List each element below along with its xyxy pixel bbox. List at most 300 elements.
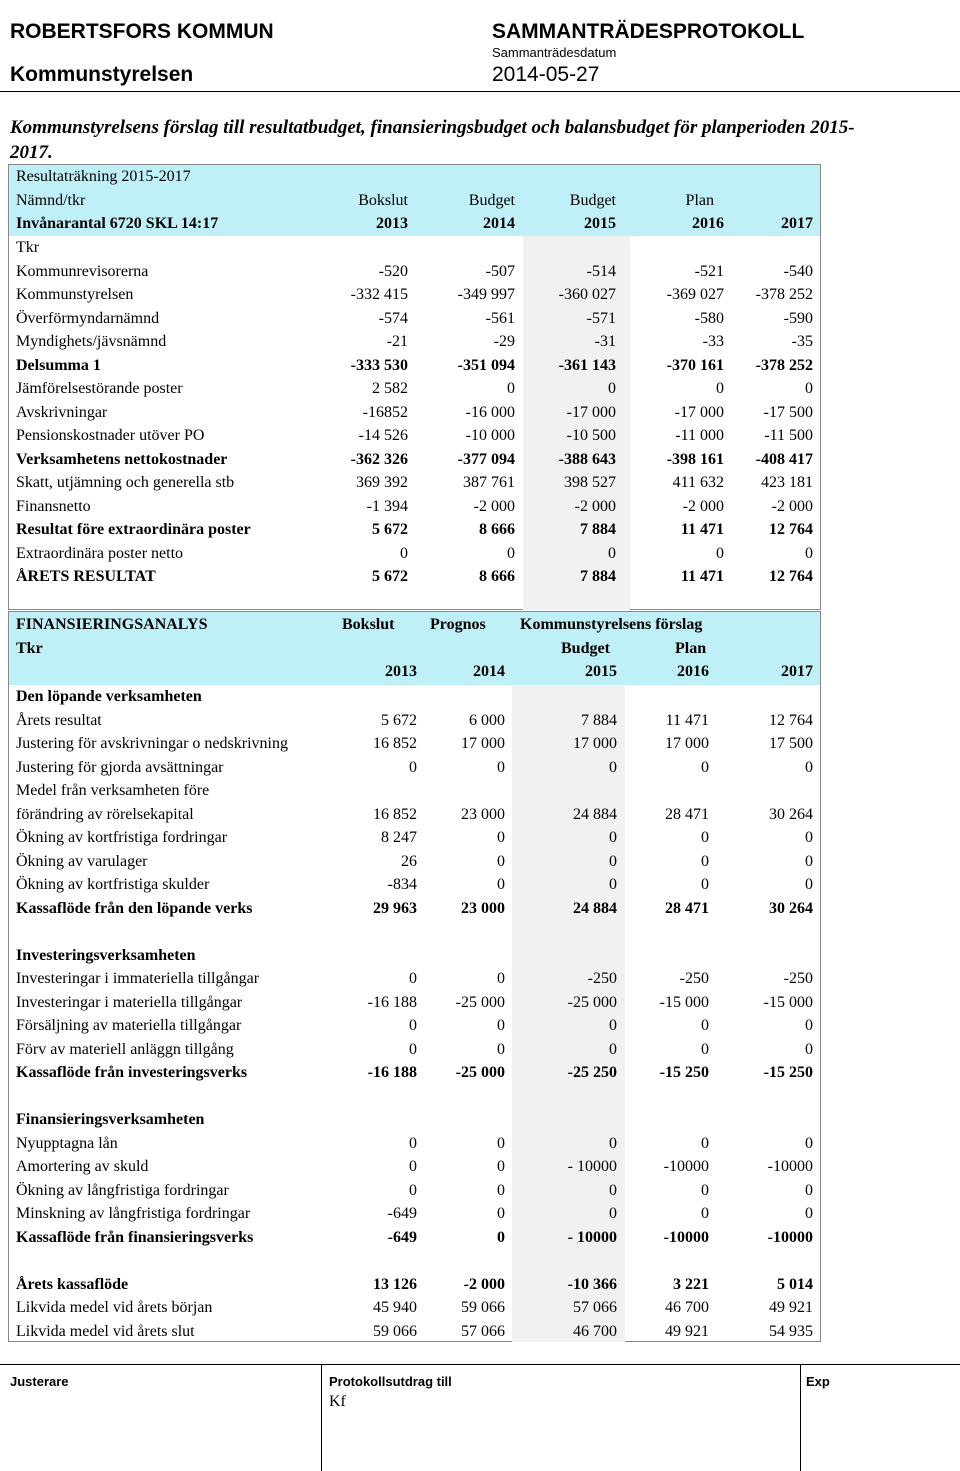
value-cell: -16 188 (367, 993, 417, 1011)
value-cell: 0 (497, 1017, 505, 1034)
value-cell: 49 921 (769, 1299, 813, 1316)
value-cell: -10000 (767, 1228, 813, 1246)
value-cell: -580 (694, 309, 724, 327)
row-label: förändring av rörelsekapital (16, 805, 194, 823)
value-cell: 0 (805, 852, 813, 870)
value-cell: 0 (701, 876, 709, 893)
finans-row (9, 709, 820, 733)
row-label: Överförmyndarnämnd (16, 309, 160, 327)
value-cell: -2 000 (473, 497, 515, 515)
row-label: Kommunrevisorerna (16, 262, 149, 280)
value-cell: 0 (805, 1017, 813, 1034)
row-label: Kassaflöde från den löpande verks (16, 899, 253, 917)
finans-row (9, 1014, 820, 1038)
value-cell: 0 (608, 380, 616, 397)
value-cell: -25 250 (567, 1064, 617, 1081)
value-cell: 46 700 (573, 1322, 617, 1340)
value-cell: 0 (497, 1158, 505, 1175)
value-cell: 0 (805, 380, 813, 397)
value-cell: 49 921 (665, 1322, 709, 1340)
row-label: Pensionskostnader utöver PO (16, 427, 205, 444)
value-cell: -362 326 (350, 450, 408, 468)
finans-row (9, 1038, 820, 1062)
value-cell: 24 884 (573, 805, 617, 823)
value-cell: 0 (805, 758, 813, 776)
value-cell: -649 (387, 1205, 417, 1222)
value-cell: 24 884 (573, 899, 617, 917)
value-cell: -520 (378, 262, 408, 280)
value-cell: 0 (608, 544, 616, 562)
finans-row (9, 920, 820, 944)
year-cell: 2017 (781, 215, 813, 232)
value-cell: -35 (791, 333, 813, 350)
value-cell: -15 000 (763, 993, 813, 1011)
value-cell: 17 500 (769, 735, 813, 752)
value-cell: 0 (701, 1205, 709, 1222)
value-cell: 387 761 (463, 474, 515, 491)
value-cell: 0 (409, 758, 417, 776)
row-label: Jämförelsestörande poster (16, 380, 183, 397)
value-cell: -2 000 (682, 497, 724, 515)
value-cell: 423 181 (761, 474, 813, 491)
value-cell: 17 000 (573, 735, 617, 752)
finans-row (9, 1226, 820, 1250)
value-cell: 0 (409, 1158, 417, 1175)
finans-row (9, 1085, 820, 1109)
resultat-row (9, 377, 820, 401)
resultat-row (9, 260, 820, 284)
value-cell: -10 366 (567, 1275, 617, 1293)
value-cell: -15 000 (659, 993, 709, 1011)
value-cell: 0 (805, 1040, 813, 1058)
value-cell: -649 (387, 1228, 417, 1246)
value-cell: -11 500 (764, 427, 813, 444)
body-name: Kommunstyrelsen (10, 63, 194, 86)
row-label: Medel från verksamheten före (16, 782, 210, 799)
row-label: Försäljning av materiella tillgångar (16, 1017, 242, 1034)
value-cell: 8 666 (479, 568, 515, 585)
value-cell: -11 000 (675, 427, 724, 444)
value-cell: 16 852 (373, 735, 417, 752)
row-label: ÅRETS RESULTAT (16, 568, 156, 585)
value-cell: 2 582 (372, 380, 408, 397)
finans-row (9, 1132, 820, 1156)
finans-row (9, 826, 820, 850)
resultat-table (8, 164, 821, 610)
page-title: Kommunstyrelsens förslag till resultatbudget, finansieringsbudget och balansbudget för planperioden 2015-2017. (10, 117, 855, 163)
value-cell: 0 (507, 544, 515, 562)
value-cell: -17 000 (566, 403, 616, 421)
value-cell: -16 188 (367, 1064, 417, 1081)
value-cell: 398 527 (564, 474, 616, 491)
value-cell: -250 (679, 970, 709, 987)
row-label: Verksamhetens nettokostnader (16, 450, 228, 468)
colhead-label: Tkr (16, 639, 43, 657)
value-cell: 28 471 (665, 899, 709, 917)
value-cell: -333 530 (350, 356, 408, 374)
colhead-cell: Bokslut (342, 616, 395, 633)
value-cell: 0 (507, 380, 515, 397)
value-cell: 0 (609, 1205, 617, 1222)
value-cell: 23 000 (461, 899, 505, 917)
value-cell: 16 852 (373, 805, 417, 823)
row-label: Justering för avskrivningar o nedskrivning (16, 735, 288, 752)
value-cell: 0 (609, 829, 617, 846)
value-cell: -2 000 (771, 497, 813, 515)
value-cell: -377 094 (457, 450, 515, 468)
finans-row (9, 850, 820, 874)
value-cell: -590 (783, 309, 813, 327)
resultat-row (9, 401, 820, 425)
value-cell: 5 672 (372, 521, 408, 538)
row-label: Årets resultat (16, 711, 102, 729)
value-cell: 54 935 (769, 1322, 813, 1340)
value-cell: -514 (586, 262, 616, 280)
value-cell: 12 764 (769, 711, 813, 729)
value-cell: 23 000 (461, 805, 505, 823)
value-cell: 8 247 (381, 829, 417, 846)
year-cell: 2015 (585, 663, 617, 680)
colhead-cell: Budget (569, 191, 616, 209)
value-cell: -378 252 (755, 356, 813, 374)
row-label: Investeringar i immateriella tillgångar (16, 970, 260, 987)
row-label: Avskrivningar (16, 403, 108, 421)
finans-head-row-2 (9, 637, 820, 661)
value-cell: -21 (386, 333, 408, 350)
value-cell: 0 (409, 1017, 417, 1034)
finans-row (9, 756, 820, 780)
value-cell: 7 884 (580, 521, 616, 538)
resultat-row (9, 307, 820, 331)
value-cell: 57 066 (461, 1322, 505, 1340)
value-cell: 411 632 (672, 474, 724, 491)
resultat-colhead-row-2 (9, 212, 820, 236)
value-cell: 6 000 (469, 711, 505, 729)
value-cell: 29 963 (373, 899, 417, 917)
value-cell: -388 643 (558, 450, 616, 468)
value-cell: 0 (409, 970, 417, 987)
value-cell: 0 (497, 1134, 505, 1152)
finans-row (9, 991, 820, 1015)
value-cell: 11 471 (680, 568, 724, 585)
resultat-row (9, 448, 820, 472)
row-label: Skatt, utjämning och generella stb (16, 474, 235, 491)
colhead-label: Nämnd/tkr (16, 191, 86, 209)
value-cell: 0 (409, 1181, 417, 1199)
justerare-label: Justerare (10, 1374, 69, 1389)
value-cell: 13 126 (373, 1275, 417, 1293)
value-cell: 59 066 (373, 1322, 417, 1340)
colhead-cell: Kommunstyrelsens förslag (520, 616, 703, 633)
header-divider (0, 91, 960, 92)
value-cell: 0 (497, 758, 505, 776)
value-cell: -349 997 (457, 286, 515, 303)
value-cell: -29 (493, 333, 515, 350)
finans-row (9, 1320, 820, 1344)
value-cell: 0 (497, 1181, 505, 1199)
value-cell: 0 (609, 876, 617, 893)
value-cell: -10000 (663, 1158, 709, 1175)
resultat-heading: Resultaträkning 2015-2017 (16, 168, 191, 185)
value-cell: -250 (783, 970, 813, 987)
year-cell: 2016 (692, 215, 724, 232)
value-cell: -33 (702, 333, 724, 350)
doc-type: SAMMANTRÄDESPROTOKOLL (492, 20, 805, 43)
value-cell: -16852 (362, 403, 408, 421)
value-cell: 59 066 (461, 1299, 505, 1316)
row-label: Finansnetto (16, 497, 91, 515)
resultat-row (9, 354, 820, 378)
value-cell: -561 (485, 309, 515, 327)
value-cell: 0 (701, 1181, 709, 1199)
value-cell: -360 027 (558, 286, 616, 303)
value-cell: -17 500 (763, 403, 813, 421)
finans-head-row-3 (9, 660, 820, 684)
value-cell: 0 (701, 1040, 709, 1058)
value-cell: 0 (497, 829, 505, 846)
value-cell: 0 (609, 1040, 617, 1058)
value-cell: 0 (716, 380, 724, 397)
year-cell: 2013 (376, 215, 408, 232)
value-cell: 0 (805, 829, 813, 846)
year-cell: 2014 (473, 663, 505, 680)
value-cell: 30 264 (769, 899, 813, 917)
value-cell: 0 (409, 1134, 417, 1152)
finans-head-row-1 (9, 613, 820, 637)
value-cell: -17 000 (674, 403, 724, 421)
footer-divider-1 (321, 1365, 322, 1471)
value-cell: 0 (497, 1205, 505, 1222)
finans-row (9, 944, 820, 968)
value-cell: 0 (609, 852, 617, 870)
finans-row (9, 732, 820, 756)
value-cell: 46 700 (665, 1299, 709, 1316)
value-cell: -370 161 (666, 356, 724, 374)
value-cell: -351 094 (457, 356, 515, 374)
value-cell: -31 (594, 333, 616, 350)
value-cell: -332 415 (350, 286, 408, 303)
value-cell: -1 394 (366, 497, 408, 515)
resultat-row (9, 518, 820, 542)
row-label: Investeringar i materiella tillgångar (16, 993, 243, 1011)
value-cell: 0 (701, 852, 709, 870)
finans-row (9, 1273, 820, 1297)
value-cell: 17 000 (461, 735, 505, 752)
row-label: Ökning av långfristiga fordringar (16, 1181, 229, 1199)
value-cell: 12 764 (769, 568, 813, 585)
value-cell: 0 (497, 970, 505, 987)
value-cell: 0 (805, 1134, 813, 1152)
value-cell: -540 (783, 262, 813, 280)
colhead-cell: Budget (561, 639, 610, 657)
value-cell: 0 (805, 544, 813, 562)
value-cell: -574 (378, 309, 408, 327)
value-cell: 28 471 (665, 805, 709, 823)
finans-row (9, 1249, 820, 1273)
value-cell: 0 (497, 852, 505, 870)
value-cell: - 10000 (567, 1158, 617, 1175)
value-cell: 0 (701, 829, 709, 846)
colhead-cell: Plan (685, 191, 714, 209)
value-cell: -15 250 (659, 1064, 709, 1081)
row-label: Ökning av kortfristiga skulder (16, 876, 210, 893)
row-label: Resultat före extraordinära poster (16, 521, 251, 538)
value-cell: 45 940 (373, 1299, 417, 1316)
finansiering-table (8, 611, 821, 1342)
finans-row (9, 1296, 820, 1320)
row-label: Investeringsverksamheten (16, 946, 196, 964)
finans-row (9, 779, 820, 803)
row-label: Förv av materiell anläggn tillgång (16, 1040, 234, 1058)
value-cell: -521 (694, 262, 724, 280)
meeting-date: 2014-05-27 (492, 63, 600, 86)
utdrag-value: Kf (329, 1393, 346, 1410)
finans-row (9, 1061, 820, 1085)
row-label: Kassaflöde från finansieringsverks (16, 1228, 254, 1246)
value-cell: 3 221 (673, 1275, 709, 1293)
resultat-row (9, 565, 820, 589)
value-cell: 0 (701, 1017, 709, 1034)
colhead-cell: Bokslut (358, 191, 408, 209)
row-label: Den löpande verksamheten (16, 688, 202, 705)
value-cell: -14 526 (358, 427, 408, 444)
value-cell: 0 (701, 758, 709, 776)
footer (0, 1364, 960, 1471)
resultat-row (9, 471, 820, 495)
year-cell: 2014 (483, 215, 515, 232)
row-label: Ökning av varulager (16, 852, 148, 870)
value-cell: 0 (805, 1205, 813, 1222)
colhead-cell: Budget (468, 191, 515, 209)
value-cell: 5 672 (372, 568, 408, 585)
resultat-colhead-row-1 (9, 189, 820, 213)
value-cell: 11 471 (665, 711, 709, 729)
row-label: Justering för gjorda avsättningar (16, 758, 224, 776)
value-cell: 12 764 (769, 521, 813, 538)
resultat-heading-row (9, 165, 820, 189)
value-cell: 0 (409, 1040, 417, 1058)
finans-row (9, 897, 820, 921)
value-cell: -10000 (663, 1228, 709, 1246)
utdrag-label: Protokollsutdrag till (329, 1374, 452, 1389)
value-cell: 0 (497, 876, 505, 893)
row-label: Tkr (16, 239, 40, 256)
row-label: Delsumma 1 (16, 356, 101, 374)
value-cell: 0 (497, 1228, 505, 1246)
value-cell: 5 672 (381, 711, 417, 729)
finans-row (9, 1179, 820, 1203)
value-cell: -25 000 (455, 1064, 505, 1081)
row-label: Likvida medel vid årets början (16, 1299, 213, 1316)
row-label: Myndighets/jävsnämnd (16, 333, 167, 350)
value-cell: 0 (701, 1134, 709, 1152)
colhead-cell: Prognos (430, 616, 486, 633)
value-cell: 8 666 (479, 521, 515, 538)
value-cell: 7 884 (580, 568, 616, 585)
value-cell: 57 066 (573, 1299, 617, 1316)
resultat-row (9, 495, 820, 519)
value-cell: -10 000 (465, 427, 515, 444)
value-cell: -361 143 (558, 356, 616, 374)
row-label: Årets kassaflöde (16, 1275, 129, 1293)
value-cell: -10000 (767, 1158, 813, 1175)
value-cell: 0 (716, 544, 724, 562)
resultat-row (9, 236, 820, 260)
year-cell: 2015 (584, 215, 616, 232)
row-label: Extraordinära poster netto (16, 544, 184, 562)
value-cell: 26 (401, 852, 417, 870)
finans-row (9, 1155, 820, 1179)
exp-label: Exp (806, 1374, 830, 1389)
value-cell: 17 000 (665, 735, 709, 752)
value-cell: -398 161 (666, 450, 724, 468)
resultat-row (9, 424, 820, 448)
value-cell: 0 (400, 544, 408, 562)
value-cell: -10 500 (566, 427, 616, 444)
year-cell: 2013 (385, 663, 417, 680)
value-cell: -2 000 (463, 1275, 505, 1293)
value-cell: 0 (609, 1134, 617, 1152)
value-cell: 5 014 (777, 1275, 813, 1293)
finans-row (9, 967, 820, 991)
org-name: ROBERTSFORS KOMMUN (10, 20, 274, 43)
value-cell: -15 250 (763, 1064, 813, 1081)
finans-row (9, 873, 820, 897)
value-cell: 0 (609, 1181, 617, 1199)
row-label: Finansieringsverksamheten (16, 1111, 205, 1128)
value-cell: 0 (497, 1040, 505, 1058)
value-cell: 0 (805, 876, 813, 893)
year-cell: 2016 (677, 663, 709, 680)
value-cell: -16 000 (465, 403, 515, 421)
value-cell: -25 000 (455, 993, 505, 1011)
value-cell: -2 000 (574, 497, 616, 515)
finans-row (9, 803, 820, 827)
year-cell: 2017 (781, 663, 813, 680)
resultat-row (9, 283, 820, 307)
finans-row (9, 1202, 820, 1226)
value-cell: -507 (485, 262, 515, 280)
row-label: Likvida medel vid årets slut (16, 1322, 195, 1340)
row-label: Minskning av långfristiga fordringar (16, 1205, 251, 1222)
colhead-label: Invånarantal 6720 SKL 14:17 (16, 215, 219, 232)
value-cell: 0 (805, 1181, 813, 1199)
row-label: Nyupptagna lån (16, 1134, 118, 1152)
value-cell: -369 027 (666, 286, 724, 303)
value-cell: -834 (387, 876, 417, 893)
value-cell: 0 (609, 758, 617, 776)
row-label: Amortering av skuld (16, 1158, 149, 1175)
value-cell: -571 (586, 309, 616, 327)
value-cell: -250 (587, 970, 617, 987)
value-cell: -408 417 (755, 450, 813, 468)
row-label: Kommunstyrelsen (16, 286, 134, 303)
value-cell: - 10000 (567, 1228, 617, 1246)
finans-row (9, 685, 820, 709)
date-label: Sammanträdesdatum (492, 45, 617, 60)
row-label: Kassaflöde från investeringsverks (16, 1064, 248, 1081)
resultat-row (9, 542, 820, 566)
finans-row (9, 1108, 820, 1132)
value-cell: 11 471 (680, 521, 724, 538)
value-cell: 0 (609, 1017, 617, 1034)
colhead-cell: Plan (675, 639, 707, 657)
resultat-row (9, 330, 820, 354)
value-cell: -25 000 (567, 993, 617, 1011)
value-cell: 30 264 (769, 805, 813, 823)
row-label: Ökning av kortfristiga fordringar (16, 829, 228, 846)
value-cell: 369 392 (356, 474, 408, 491)
